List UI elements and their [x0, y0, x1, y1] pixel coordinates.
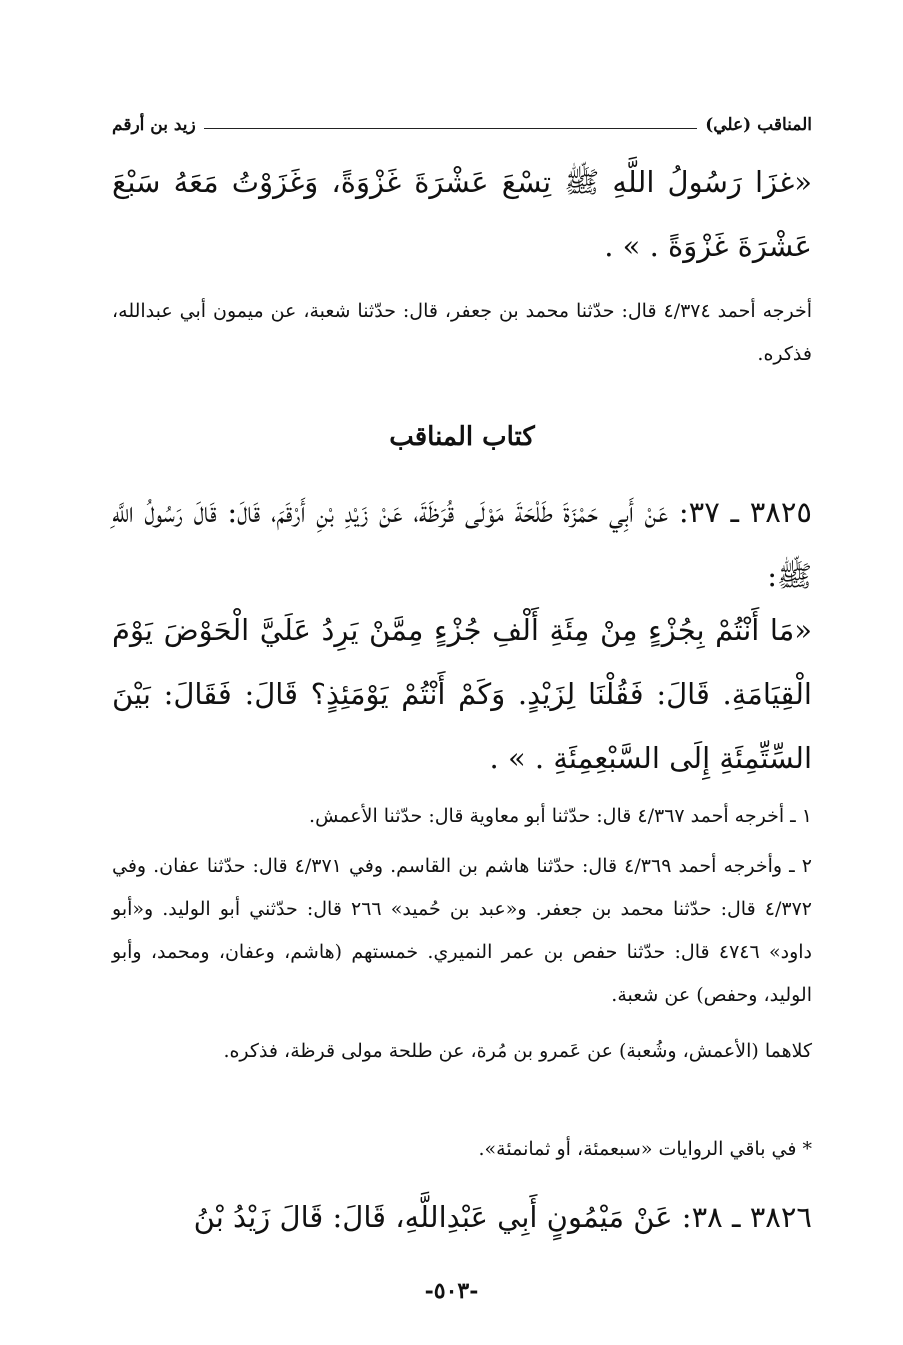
hadith-3825-text: «مَا أَنْتُمْ بِجُزْءٍ مِنْ مِئَةِ أَلْفِ جُزْءٍ مِمَّنْ يَرِدُ عَلَيَّ الْحَوْضَ يَوْمَ الْقِيَامَةِ. قَالَ: فَقُلْنَا لِزَيْدٍ. وَكَمْ أَنْتُمْ يَوْمَئِذٍ؟ قَالَ: فَقَالَ: بَيْنَ السِّتِّمِئَةِ إِلَى السَّبْعِمِئَةِ . » . — [112, 613, 812, 775]
note-prev: أخرجه أحمد ٤/٣٧٤ قال: حدّثنا محمد بن جعفر، قال: حدّثنا شعبة، عن ميمون أبي عبدالله، فذكره. — [112, 300, 813, 365]
hadith-3825-intro: ٣٨٢٥ ـ ٣٧: عَنْ أَبِي حَمْزَةَ طَلْحَةَ مَوْلَى قُرَظَةَ، عَنْ زَيْدِ بْنِ أَرْقَمَ، قَالَ: قَالَ رَسُولُ اللَّهِ ﷺ: — [112, 495, 812, 593]
header-chapter: المناقب (علي) — [705, 115, 812, 135]
hadith-prev-text: «غزَا رَسُولُ اللَّهِ ﷺ تِسْعَ عَشْرَةَ غَزْوَةً، وَغَزَوْتُ مَعَهُ سَبْعَ عَشْرَةَ غَزْوَةً . » . — [112, 165, 812, 263]
page-number: -٥٠٣- — [424, 1278, 479, 1304]
hadith-3825-note1: ١ ـ أخرجه أحمد ٤/٣٦٧ قال: حدّثنا أبو معاوية قال: حدّثنا الأعمش. — [309, 805, 812, 827]
hadith-3826-start: ٣٨٢٦ ـ ٣٨: عَنْ مَيْمُونٍ أَبِي عَبْدِاللَّهِ، قَالَ: قَالَ زَيْدُ بْنُ — [193, 1200, 812, 1234]
header-rule — [204, 128, 697, 129]
hadith-3825-note3: كلاهما (الأعمش، وشُعبة) عن عَمرو بن مُرة، عن طلحة مولى قرظة، فذكره. — [223, 1040, 812, 1062]
running-header — [112, 112, 812, 138]
header-subject: زيد بن أرقم — [112, 115, 196, 135]
section-title: كتاب المناقب — [389, 422, 535, 452]
hadith-3825-note2: ٢ ـ وأخرجه أحمد ٤/٣٦٩ قال: حدّثنا هاشم بن القاسم. وفي ٤/٣٧١ قال: حدّثنا عفان. وفي ٤/٣٧٢ قال: حدّثنا محمد بن جعفر. و«عبد بن حُميد» ٢٦٦ قال: حدّثني أبو الوليد. و«أبو داود» ٤٧٤٦ قال: حدّثنا حفص بن عمر النميري. خمستهم (هاشم، وعفان، ومحمد، وأبو الوليد، وحفص) عن شعبة. — [112, 855, 812, 1006]
hadith-3825-note4: * في باقي الروايات «سبعمئة، أو ثمانمئة». — [478, 1138, 812, 1160]
